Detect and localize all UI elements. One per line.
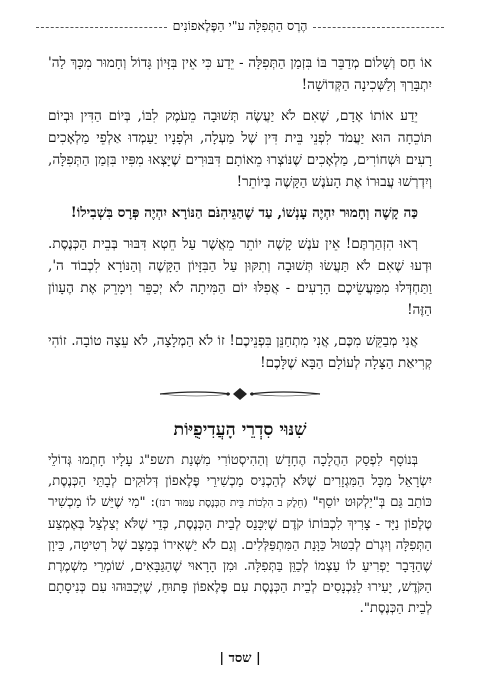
- page-content: [48, 52, 432, 619]
- header-title: הֶרֶס הַתְּפִלָּה ע"י הַפֶּלֶאפוֹנִים: [172, 18, 308, 33]
- running-header: [36, 14, 444, 38]
- section-body-part2: : "מִי שֶׁיֵּשׁ לוֹ מַכְשִׁיר טֶלֶפוֹן נַיָּד - צָרִיךְ לִכְבּוֹתוֹ קֹדֶם שֶׁיִּכָּנֵס לְבֵית הַכְּנֶסֶת, כְּדֵי שֶׁלֹּא יְצַלְצֵל בְּאֶמְצַע הַתְּפִלָּה וְיִגְרֹם לְבִטּוּל כַּוָּנַת הַמִּתְפַּלְּלִים. וְגַם לֹא יַשְׁאִירוֹ בְּמַצָּב שֶׁל רְטִיטָה, כֵּיוָן שֶׁהַדָּבָר יַפְרִיעַ לוֹ עַצְמוֹ לְכַוֵּן בַּתְּפִלָּה. וּמִן הָרָאוּי שֶׁהַגַּבָּאִים, שׁוֹמְרֵי מִשְׁמֶרֶת הַקֹּדֶשׁ, יָעִירוּ לַנִּכְנָסִים לְבֵית הַכְּנֶסֶת עִם פֶּלֶאפוֹן פָּתוּחַ, שֶׁיְּכַבּוּהוּ עִם כְּנִיסָתָם לְבֵית הַכְּנֶסֶת".: [48, 495, 432, 616]
- header-rule-right: [313, 27, 444, 28]
- section-divider-ornament: [48, 387, 432, 401]
- section-body-part1: בְּנוֹסָף לִפְסַק הַהֲלָכָה הֶחָדָשׁ וְהַהִיסְטוֹרִי מִשְּׁנַת תשפ"ג עָלָיו חָתְמוּ גְּדוֹלֵי יִשְׂרָאֵל מִכָּל הַמִּגְזָרִים שֶׁלֹּא לְהַכְנִיס מַכְשִׁירֵי פֶּלֶאפוֹן דְּלוּקִים לְבָתֵּי הַכְּנֶסֶת, כּוֹתֵב גַּם בְּ"יַלְקוּט יוֹסֵף": [48, 453, 432, 510]
- paragraph-3: כַּה קָשֶׁה וְחָמוּר יִהְיֶה עָנְשׁוֹ, עַד שֶׁהַגֵּיהִנֹּם הַנּוֹרָא יִהְיֶה פְּרָס בִּשְׁבִילוֹ!: [70, 205, 418, 221]
- paragraph-4: רְאוּ הִזְהַרְתֶּם! אֵין עֹנֶשׁ קָשֶׁה יוֹתֵר מֵאֲשֶׁר עַל חֵטְא דִּבּוּר בְּבֵית הַכְּנֶסֶת. וּדְעוּ שֶׁאִם לֹא תַּעֲשׂוּ תְּשׁוּבָה וְתִקּוּן עַל הַבִּזָּיוֹן הַקָּשֶׁה וְהַנּוֹרָא לִכְבוֹד ה', וַתַּחְדְּלוּ מִמַּעֲשֵׂיכֶם הָרָעִים - אֲפִלּוּ יוֹם הַמִּיתָה לֹא יְכַפֵּר וִימָרֵק אֶת הֶעָווֹן הַזֶּה!: [48, 236, 432, 318]
- paragraph-2: יֵדַע אוֹתוֹ אָדָם, שֶׁאִם לֹא יַעֲשֶׂה תְּשׁוּבָה מֵעֹמֶק לִבּוֹ, בְּיוֹם הַדִּין וּבְיוֹם תּוֹכֵחָה הוּא יַעֲמֹד לִפְנֵי בֵּית דִּין שֶׁל מַעְלָה, וּלְפָנָיו יַעַמְדוּ אַלְפֵי מַלְאָכִים רָעִים וּשְׁחוֹרִים, מַלְאָכִים שֶׁנּוֹצְרוּ מֵאוֹתָם דִּבּוּרִים שֶׁיָּצְאוּ מִפִּיו בִּזְמַן הַתְּפִלָּה, וְיִדְרְשׁוּ עֲבוּרוֹ אֶת הָעֹנֶשׁ הַקָּשֶׁה בְּיוֹתֵר!: [48, 108, 432, 190]
- paragraph-5: אֲנִי מְבַקֵּשׁ מִכֶּם, אֲנִי מִתְחַנֵּן בִּפְנֵיכֶם! זוֹ לֹא הַמְלָצָה, לֹא עֵצָה טוֹבָה. זוֹהִי קְרִיאַת הַצָּלָה לְעוֹלָם הַבָּא שֶׁלָּכֶם!: [48, 333, 432, 371]
- section-body: [48, 450, 432, 619]
- source-citation: (חֵלֶק ב הִלְכוֹת בֵּית הַכְּנֶסֶת עַמּוּד רנז): [154, 497, 308, 509]
- header-rule-left: [36, 27, 167, 28]
- section-title: שִׁנּוּי סִדְרֵי הָעֲדִיפֻיּוֹת: [173, 420, 307, 440]
- paragraph-1: אוֹ חַס וְשָׁלוֹם מְדַבֵּר בּוֹ בִּזְמַן הַתְּפִלָּה - יֵדַע כִּי אֵין בִּזָּיוֹן גָּדוֹל וְחָמוּר מִכָּךְ לַה' יִתְבָּרַךְ וְלַשְּׁכִינָה הַקְּדוֹשָׁה!: [48, 55, 432, 93]
- page-number: | שסד |: [219, 651, 261, 666]
